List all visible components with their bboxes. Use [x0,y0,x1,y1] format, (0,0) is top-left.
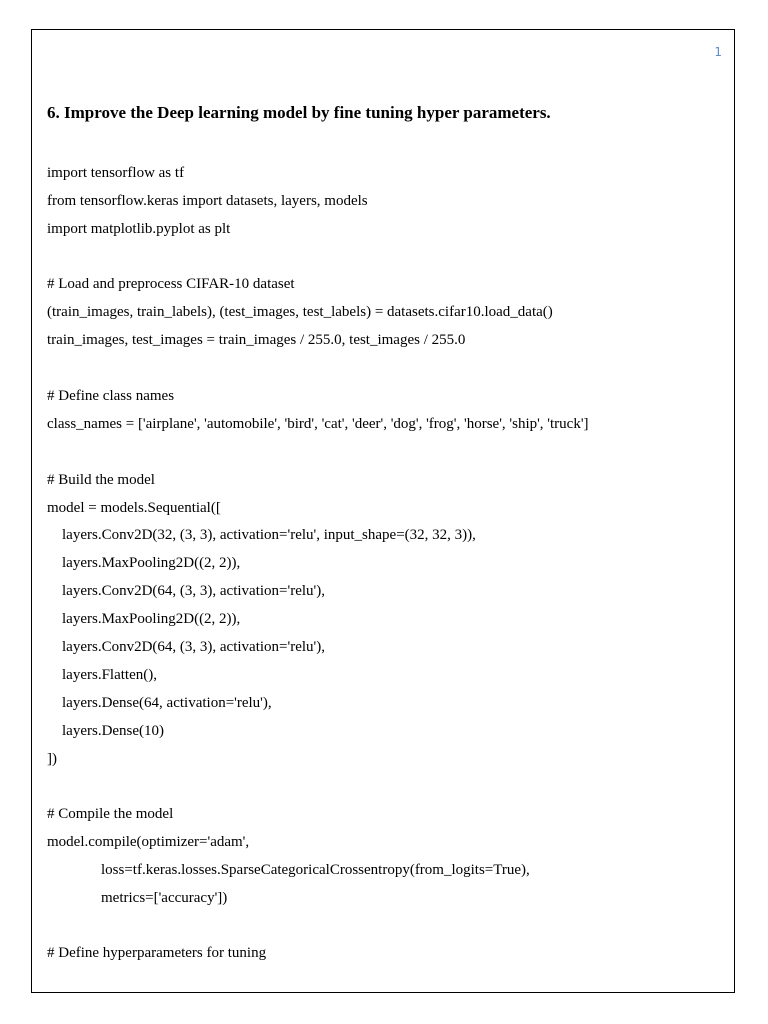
code-comment: # Load and preprocess CIFAR-10 dataset [47,276,295,292]
code-comment: # Define class names [47,388,175,404]
code-line: class_names = ['airplane', 'automobile', 'bird', 'cat', 'deer', 'dog', 'frog', 'horse', 'ship', 'truck'] [47,416,589,432]
code-line: layers.Flatten(), [62,667,157,683]
code-line: layers.Conv2D(64, (3, 3), activation='relu'), [62,639,325,655]
code-line: (train_images, train_labels), (test_images, test_labels) = datasets.cifar10.load_data() [47,304,553,320]
code-line: layers.Conv2D(64, (3, 3), activation='relu'), [62,583,325,599]
code-comment: # Build the model [47,472,155,488]
code-line: import matplotlib.pyplot as plt [47,221,231,237]
section-heading: 6. Improve the Deep learning model by fine tuning hyper parameters. [47,103,551,122]
code-line: layers.Dense(10) [62,723,165,739]
page-number: 1 [714,45,722,59]
code-line: layers.MaxPooling2D((2, 2)), [62,611,241,627]
code-comment: # Define hyperparameters for tuning [47,945,267,961]
code-comment: # Compile the model [47,806,174,822]
code-line: loss=tf.keras.losses.SparseCategoricalCrossentropy(from_logits=True), [101,862,530,878]
code-line: train_images, test_images = train_images / 255.0, test_images / 255.0 [47,332,466,348]
code-line: metrics=['accuracy']) [101,890,228,906]
code-line: ]) [47,751,57,767]
code-line: layers.MaxPooling2D((2, 2)), [62,555,241,571]
code-line: from tensorflow.keras import datasets, layers, models [47,193,368,209]
code-line: import tensorflow as tf [47,165,185,181]
code-line: model.compile(optimizer='adam', [47,834,250,850]
code-line: layers.Dense(64, activation='relu'), [62,695,272,711]
code-line: model = models.Sequential([ [47,500,221,516]
code-line: layers.Conv2D(32, (3, 3), activation='relu', input_shape=(32, 32, 3)), [62,527,476,543]
